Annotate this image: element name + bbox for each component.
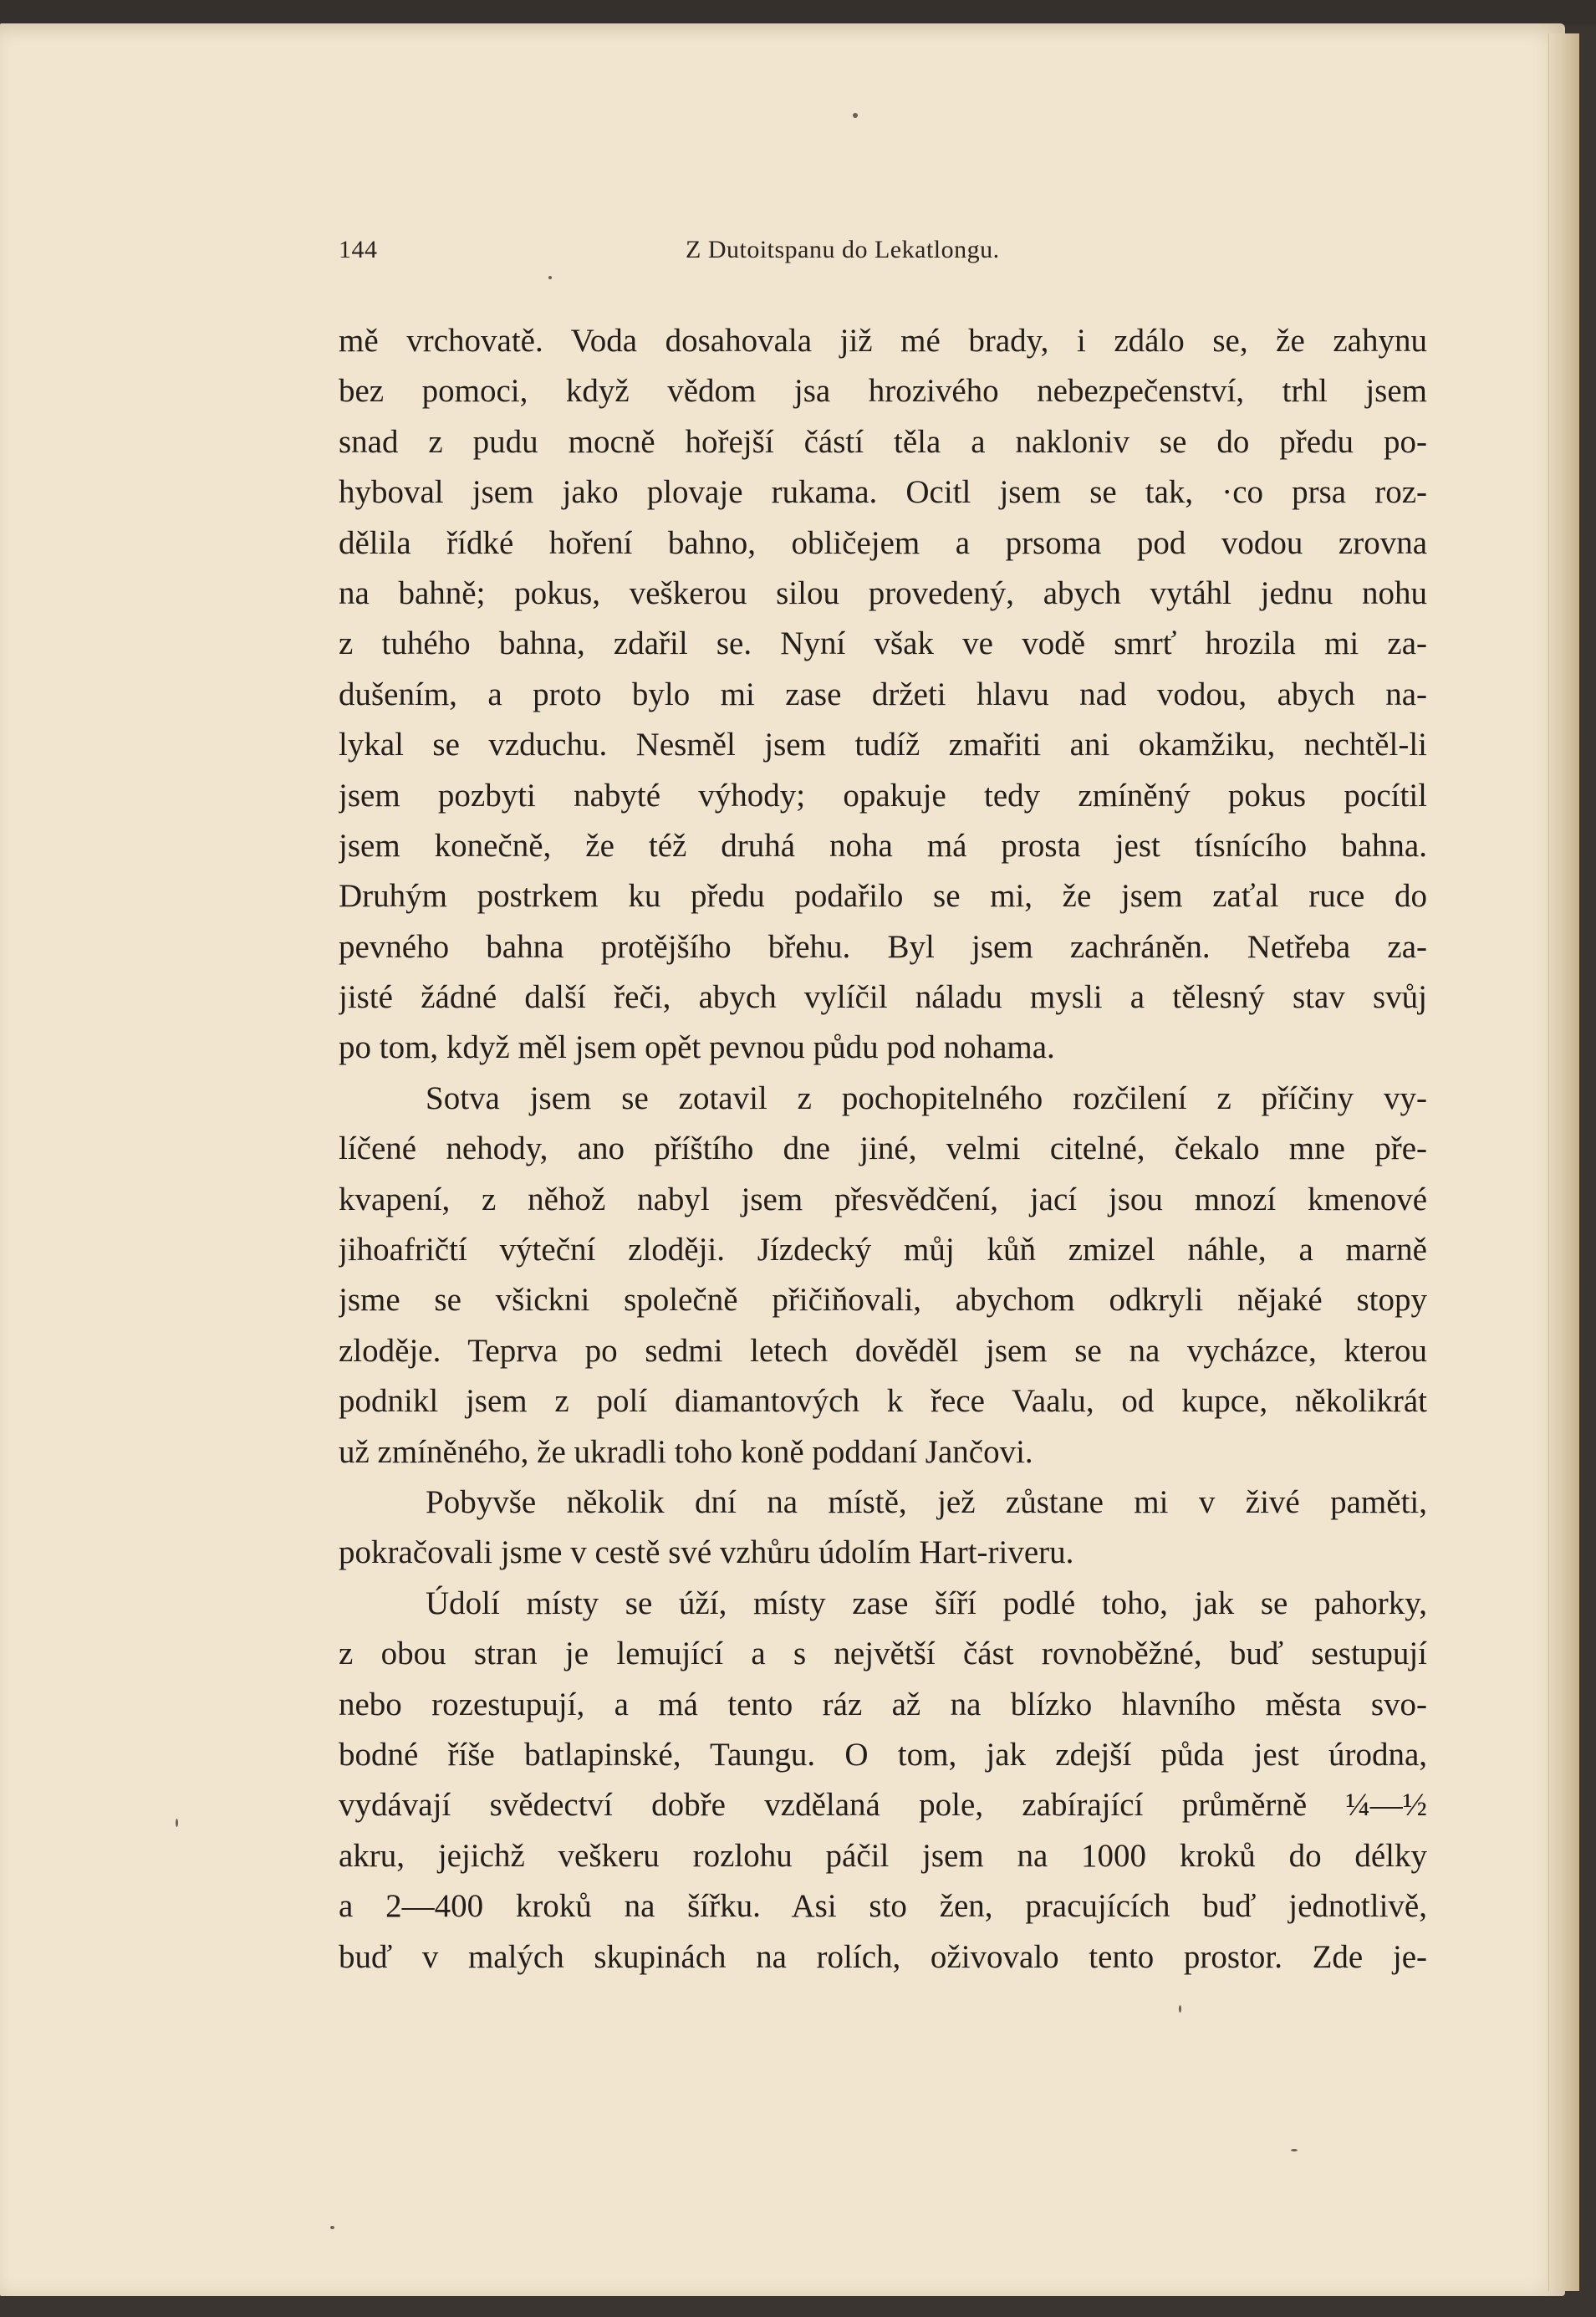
text-line: jsme se všickni společně přičiňovali, abychom odkryli nějaké stopy bbox=[339, 1282, 1427, 1319]
text-line: líčené nehody, ano příštího dne jiné, velmi citelné, čekalo mne pře- bbox=[339, 1130, 1427, 1167]
page-fore-edge bbox=[1548, 33, 1579, 2291]
text-line: a 2—400 kroků na šířku. Asi sto žen, pracujících buď jednotlivě, bbox=[339, 1888, 1427, 1925]
text-line: mě vrchovatě. Voda dosahovala již mé brady, i zdálo se, že zahynu bbox=[339, 323, 1427, 359]
text-line: už zmíněného, že ukradli toho koně poddaní Jančovi. bbox=[339, 1433, 1033, 1470]
text-line: po tom, když měl jsem opět pevnou půdu pod nohama. bbox=[339, 1029, 1055, 1066]
scan-top-border bbox=[0, 0, 1596, 25]
page-number: 144 bbox=[339, 236, 378, 263]
text-line: bodné říše batlapinské, Taungu. O tom, jak zdejší půda jest úrodna, bbox=[339, 1736, 1427, 1773]
text-line: podnikl jsem z polí diamantových k řece Vaalu, od kupce, několikrát bbox=[339, 1383, 1427, 1420]
text-line: z tuhého bahna, zdařil se. Nyní však ve vodě smrť hrozila mi za- bbox=[339, 625, 1427, 662]
running-head bbox=[339, 236, 1074, 269]
paper-speck bbox=[330, 2226, 334, 2229]
text-line: dušením, a proto bylo mi zase držeti hlavu nad vodou, abych na- bbox=[339, 676, 1427, 712]
text-line: jisté žádné další řeči, abych vylíčil náladu mysli a tělesný stav svůj bbox=[339, 979, 1427, 1016]
text-line: zloděje. Teprva po sedmi letech dověděl jsem se na vycházce, kterou bbox=[339, 1332, 1427, 1369]
text-line: Pobyvše několik dní na místě, jež zůstane mi v živé paměti, bbox=[426, 1483, 1427, 1520]
text-line: jsem pozbyti nabyté výhody; opakuje tedy zmíněný pokus pocítil bbox=[339, 777, 1427, 814]
text-line: na bahně; pokus, veškerou silou provedený, abych vytáhl jednu nohu bbox=[339, 574, 1427, 611]
text-line: buď v malých skupinách na rolích, oživovalo tento prostor. Zde je- bbox=[339, 1938, 1427, 1975]
text-line: Údolí místy se úží, místy zase šíří podlé toho, jak se pahorky, bbox=[426, 1585, 1427, 1621]
paper-speck bbox=[1179, 2005, 1181, 2013]
text-line: snad z pudu mocně hořejší částí těla a nakloniv se do předu po- bbox=[339, 423, 1427, 460]
text-line: pevného bahna protějšího břehu. Byl jsem zachráněn. Netřeba za- bbox=[339, 928, 1427, 965]
text-line: z obou stran je lemující a s největší část rovnoběžné, buď sestupují bbox=[339, 1636, 1427, 1672]
paper-speck bbox=[853, 113, 858, 118]
paper-speck bbox=[1291, 2149, 1298, 2151]
text-line: nebo rozestupují, a má tento ráz až na blízko hlavního města svo- bbox=[339, 1686, 1427, 1722]
text-line: vydávají svědectví dobře vzdělaná pole, zabírající průměrně ¼—½ bbox=[339, 1787, 1427, 1824]
text-line: hyboval jsem jako plovaje rukama. Ocitl jsem se tak, ·co prsa roz- bbox=[339, 474, 1427, 511]
text-line: dělila řídké hoření bahno, obličejem a prsoma pod vodou zrovna bbox=[339, 524, 1427, 561]
text-line: pokračovali jsme v cestě své vzhůru údolím Hart-riveru. bbox=[339, 1534, 1074, 1571]
paper-speck bbox=[176, 1819, 178, 1827]
text-line: akru, jejichž veškeru rozlohu páčil jsem na 1000 kroků do délky bbox=[339, 1837, 1427, 1874]
text-line: lykal se vzduchu. Nesměl jsem tudíž zmařiti ani okamžiku, nechtěl-li bbox=[339, 727, 1427, 763]
text-line: bez pomoci, když vědom jsa hrozivého nebezpečenství, trhl jsem bbox=[339, 373, 1427, 410]
text-line: Sotva jsem se zotavil z pochopitelného rozčilení z příčiny vy- bbox=[426, 1079, 1427, 1116]
text-line: jihoafričtí výteční zloději. Jízdecký můj kůň zmizel náhle, a marně bbox=[339, 1232, 1427, 1268]
text-line: jsem konečně, že též druhá noha má prosta jest tísnícího bahna. bbox=[339, 827, 1427, 864]
paper-speck bbox=[548, 276, 552, 279]
body-text bbox=[339, 316, 1427, 1983]
text-line: kvapení, z něhož nabyl jsem přesvědčení, jací jsou mnozí kmenové bbox=[339, 1181, 1427, 1217]
running-title: Z Dutoitspanu do Lekatlongu. bbox=[686, 236, 1000, 263]
text-line: Druhým postrkem ku předu podařilo se mi, že jsem zaťal ruce do bbox=[339, 878, 1427, 915]
